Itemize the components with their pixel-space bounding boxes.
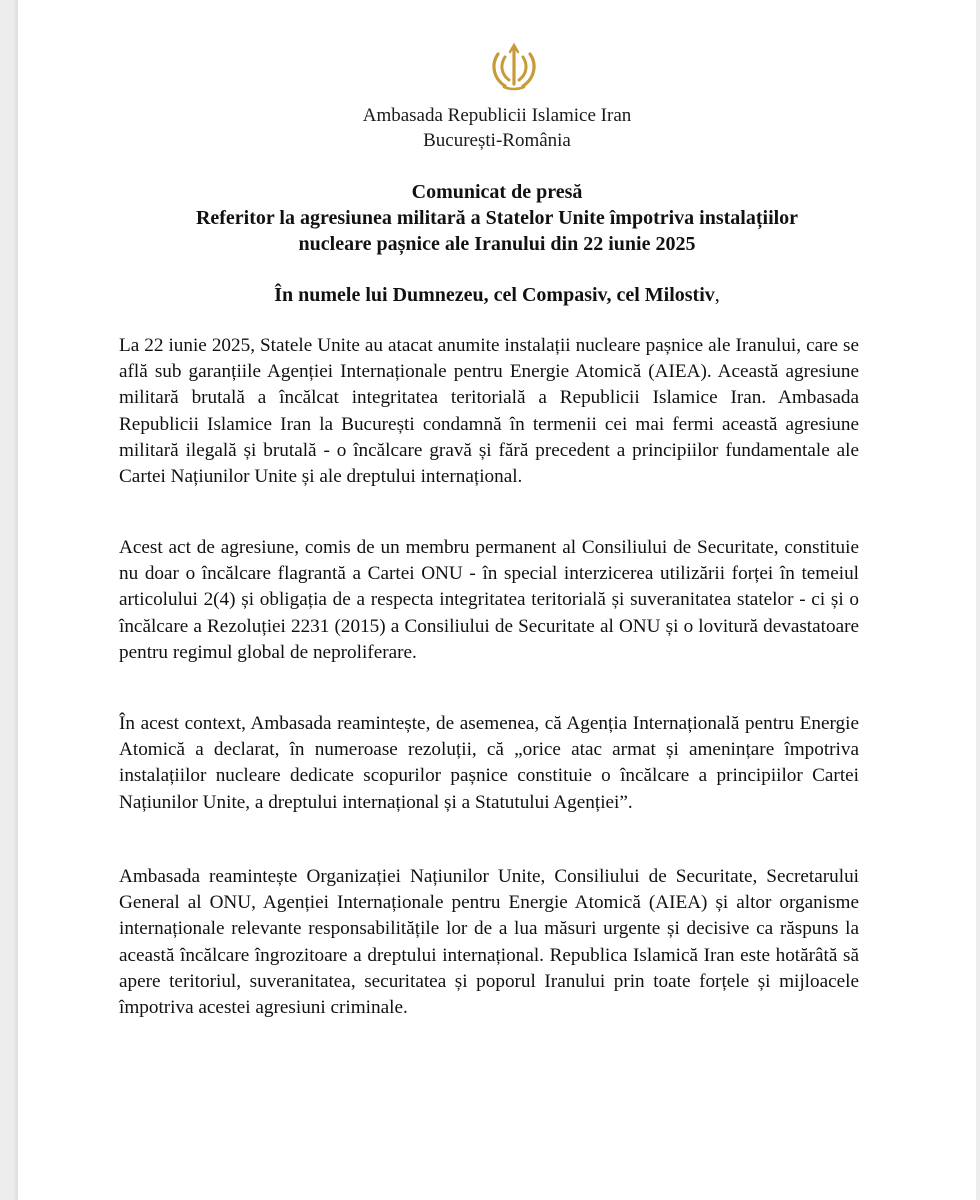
invocation xyxy=(18,282,976,308)
paragraph-3: În acest context, Ambasada reamintește, de asemenea, că Agenția Internațională pentru Energie Atomică a declarat, în numeroase rezoluții, că „orice atac armat și amenințare împotriva instalațiilor nucleare dedicate scopurilor pașnice constituie o încălcare a principiilor Cartei Națiunilor Unite, a dreptului internațional și a Statutului Agenției”. xyxy=(119,713,859,813)
document-page xyxy=(18,0,976,1200)
paragraph-4: Ambasada reamintește Organizației Națiunilor Unite, Consiliului de Securitate, Secretarului General al ONU, Agenției Internaționale pentru Energie Atomică (AIEA) și altor organisme internaționale relevante responsabilitățile lor de a lua măsuri urgente și decisive ca răspuns la această încălcare îngrozitoare a dreptului internațional. Republica Islamică Iran este hotărâtă să apere teritoriul, suveranitatea, securitatea și poporul Iranului prin toate forțele și mijloacele împotriva acestei agresiuni criminale. xyxy=(119,866,859,1019)
iran-emblem-icon xyxy=(488,40,540,92)
paragraph-2: Acest act de agresiune, comis de un membru permanent al Consiliului de Securitate, constituie nu doar o încălcare flagrantă a Cartei ONU - în special interzicerea utilizării forței în temeiul articolului 2(4) și obligația de a respecta integritatea teritorială și suveranitatea statelor - ci și o încălcare a Rezoluției 2231 (2015) a Consiliului de Securitate al ONU și o lovitură devastatoare pentru regimul global de neproliferare. xyxy=(119,537,859,663)
embassy-location: București-România xyxy=(423,130,571,151)
embassy-name: Ambasada Republicii Islamice Iran xyxy=(362,105,632,126)
document-title: Comunicat de presă xyxy=(411,181,583,203)
document-subject-line-1: Referitor la agresiunea militară a Statelor Unite împotriva instalațiilor xyxy=(195,207,799,229)
invocation-text: În numele lui Dumnezeu, cel Compasiv, cel Milostiv xyxy=(274,284,715,306)
document-subject-line-2: nucleare pașnice ale Iranului din 22 iunie 2025 xyxy=(298,233,696,255)
iran-emblem-graphic xyxy=(488,40,540,92)
invocation-suffix: , xyxy=(714,284,720,306)
paragraph-1: La 22 iunie 2025, Statele Unite au atacat anumite instalații nucleare pașnice ale Iranului, care se află sub garanțiile Agenției Internaționale pentru Energie Atomică (AIEA). Această agresiune militară brutală a încălcat integritatea teritorială a Republicii Islamice Iran. Ambasada Republicii Islamice Iran la București condamnă în termenii cei mai fermi această agresiune militară ilegală și brutală - o încălcare gravă și fără precedent a principiilor fundamentale ale Cartei Națiunilor Unite și ale dreptului internațional. xyxy=(119,335,859,488)
